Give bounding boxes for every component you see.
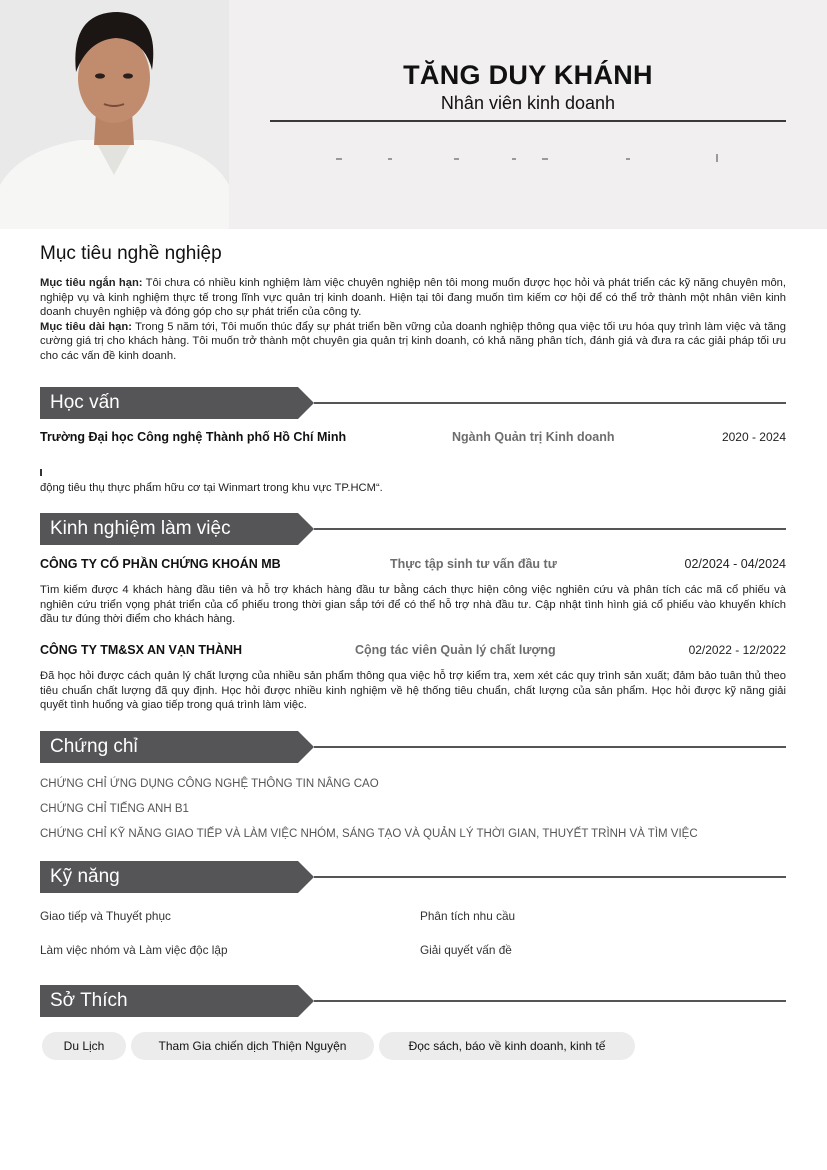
skill-item: Làm việc nhóm và Làm việc độc lập (40, 943, 228, 957)
objective-title: Mục tiêu nghề nghiệp (40, 243, 222, 264)
text-fragment-mark (40, 469, 42, 476)
long-term-goal (40, 320, 786, 364)
long-term-text: Trong 5 năm tới, Tôi muốn thúc đẩy sự phát triển bền vững của doanh nghiệp thông qua việc tối ưu hóa quy trình làm việc và tăng cường giá trị cho khách hàng. Tôi muốn trở thành một chuyên gia quản trị kinh doanh, có khả năng phân tích, đánh giá và đưa ra các giải pháp tối ưu cho các vấn đề kinh doanh. (40, 320, 786, 362)
short-term-goal (40, 276, 786, 320)
job-description: Đã học hỏi được cách quản lý chất lượng của nhiều sản phẩm thông qua việc hỗ trợ kiểm tra, xem xét các quy trình sản xuất; đảm bảo tuân thủ theo tiêu chuẩn chất lượng đã quy định. Học hỏi được nhiều kinh nghiệm về hệ thống tiêu chuẩn, chất lượng của sản phẩm. Học hỏi được kỹ năng giải quyết tình huống và giao tiếp trong quá trình làm việc. (40, 670, 786, 712)
job-company: CÔNG TY TM&SX AN VẠN THÀNH (40, 643, 243, 657)
hobby-pill: Tham Gia chiến dịch Thiện Nguyện (131, 1032, 374, 1060)
job-position: Thực tập sinh tư vấn đầu tư (390, 557, 557, 571)
contact-info-strip (336, 152, 720, 166)
skill-item: Giao tiếp và Thuyết phục (40, 909, 171, 923)
objective-text (40, 276, 786, 364)
candidate-name: TĂNG DUY KHÁNH (403, 60, 653, 90)
section-experience (40, 513, 786, 545)
profile-photo (0, 0, 229, 229)
hobby-pill: Đọc sách, báo về kinh doanh, kinh tế (379, 1032, 635, 1060)
section-hobbies (40, 985, 786, 1017)
skill-item: Phân tích nhu cầu (420, 909, 516, 923)
school-years: 2020 - 2024 (721, 430, 786, 444)
school-major: Ngành Quản trị Kinh doanh (452, 430, 615, 444)
section-education (40, 387, 786, 419)
job-row (40, 643, 786, 661)
section-skills (40, 861, 786, 893)
section-title-hobbies: Sở Thích (50, 990, 128, 1011)
header-divider (270, 120, 786, 122)
job-row (40, 557, 786, 575)
skill-item: Giải quyết vấn đề (420, 943, 512, 957)
person-photo-icon (0, 0, 229, 229)
job-period: 02/2022 - 12/2022 (688, 643, 786, 657)
section-title-certificates: Chứng chỉ (50, 736, 138, 757)
job-company: CÔNG TY CỔ PHẦN CHỨNG KHOÁN MB (40, 557, 281, 571)
short-term-label: Mục tiêu ngắn hạn: (40, 277, 143, 289)
section-title-skills: Kỹ năng (50, 866, 120, 887)
education-row (40, 430, 786, 448)
long-term-label: Mục tiêu dài hạn: (40, 320, 132, 333)
job-position: Cộng tác viên Quản lý chất lượng (355, 643, 556, 657)
education-note: động tiêu thụ thực phẩm hữu cơ tại Winmart trong khu vực TP.HCM“. (40, 482, 383, 494)
section-title-education: Học vấn (50, 392, 120, 413)
school-name: Trường Đại học Công nghệ Thành phố Hồ Chí Minh (40, 430, 347, 444)
certificate-item: CHỨNG CHỈ ỨNG DỤNG CÔNG NGHỆ THÔNG TIN NÂNG CAO (40, 778, 379, 790)
section-certificates (40, 731, 786, 763)
job-description: Tìm kiếm được 4 khách hàng đầu tiên và hỗ trợ khách hàng đầu tư bằng cách thực hiện công việc nghiên cứu và phân tích các mã cổ phiếu và nghiên cứu triển vọng phát triển của cổ phiếu trong thời gian sắp tới để có thể hỗ trợ nhà đầu tư. Cập nhật tình hình giá cổ phiếu vào khuyến khích đầu tư đúng thời điểm cho khách hàng. (40, 584, 786, 626)
certificate-item: CHỨNG CHỈ TIẾNG ANH B1 (40, 803, 189, 815)
hobby-pill: Du Lịch (42, 1032, 126, 1060)
candidate-role: Nhân viên kinh doanh (440, 93, 616, 113)
job-period: 02/2024 - 04/2024 (684, 557, 786, 571)
section-title-experience: Kinh nghiệm làm việc (50, 518, 231, 539)
certificate-item: CHỨNG CHỈ KỸ NĂNG GIAO TIẾP VÀ LÀM VIỆC NHÓM, SÁNG TẠO VÀ QUẢN LÝ THỜI GIAN, THUYẾT TRÌNH VÀ TÌM VIỆC (40, 828, 698, 840)
short-term-text: Tôi chưa có nhiều kinh nghiệm làm việc chuyên nghiệp nên tôi mong muốn được học hỏi và phát triển các kỹ năng chuyên môn, nghiệp vụ và kinh nghiệm thực tế trong lĩnh vực quản trị kinh doanh. Hiện tại tôi đang muốn tìm kiếm cơ hội để có thể trở thành một nhân viên kinh doanh chuyên nghiệp và đóng góp cho sự phát triển của công ty. (40, 277, 786, 319)
